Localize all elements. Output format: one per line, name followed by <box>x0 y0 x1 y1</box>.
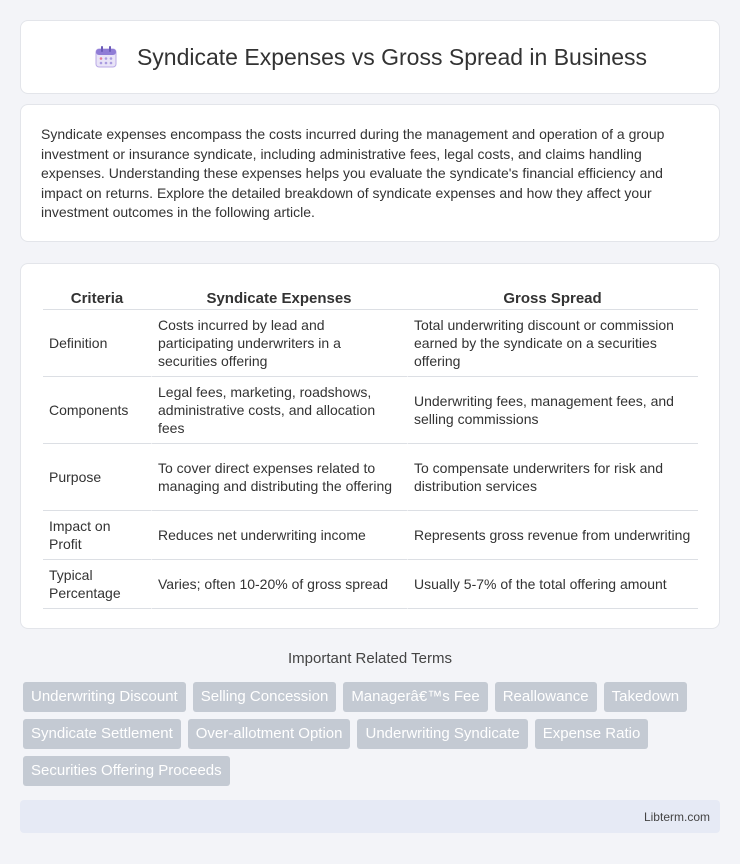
calendar-icon <box>93 44 119 70</box>
related-terms-list <box>23 682 723 786</box>
row-syndicate: Varies; often 10-20% of gross spread <box>151 560 407 609</box>
related-tag[interactable]: Syndicate Settlement <box>23 719 181 749</box>
header-gross: Gross Spread <box>407 288 698 310</box>
table-row <box>43 377 698 444</box>
title-wrap <box>93 44 647 71</box>
related-tag[interactable]: Selling Concession <box>193 682 337 712</box>
row-gross: Total underwriting discount or commission earned by the syndicate on a securities offering <box>407 310 698 377</box>
table-row <box>43 444 698 511</box>
header-criteria: Criteria <box>43 288 151 310</box>
related-tag[interactable]: Managerâ€™s Fee <box>343 682 487 712</box>
row-gross: Underwriting fees, management fees, and selling commissions <box>407 377 698 444</box>
row-gross: Represents gross revenue from underwriting <box>407 511 698 560</box>
related-terms-title: Important Related Terms <box>288 650 452 667</box>
table-header-row <box>43 288 698 310</box>
row-criteria: Purpose <box>43 444 151 511</box>
intro-card <box>20 104 720 242</box>
related-tag[interactable]: Expense Ratio <box>535 719 649 749</box>
related-tag[interactable]: Reallowance <box>495 682 597 712</box>
header-syndicate: Syndicate Expenses <box>151 288 407 310</box>
row-criteria: Components <box>43 377 151 444</box>
table-row <box>43 560 698 609</box>
row-gross: To compensate underwriters for risk and distribution services <box>407 444 698 511</box>
table-row <box>43 310 698 377</box>
related-tag[interactable]: Takedown <box>604 682 688 712</box>
row-syndicate: Costs incurred by lead and participating underwriters in a securities offering <box>151 310 407 377</box>
header-card <box>20 20 720 94</box>
page-title: Syndicate Expenses vs Gross Spread in Business <box>136 43 648 70</box>
row-criteria: Definition <box>43 310 151 377</box>
row-gross: Usually 5-7% of the total offering amount <box>407 560 698 609</box>
related-tag[interactable]: Underwriting Discount <box>23 682 186 712</box>
footer <box>20 800 720 833</box>
row-syndicate: Legal fees, marketing, roadshows, administrative costs, and allocation fees <box>151 377 407 444</box>
row-criteria: Typical Percentage <box>43 560 151 609</box>
comparison-table <box>43 288 698 609</box>
related-tag[interactable]: Over-allotment Option <box>188 719 351 749</box>
intro-text: Syndicate expenses encompass the costs incurred during the management and operation of a group investment or insurance syndicate, including administrative fees, legal costs, and claims handling expenses. Understanding these expenses helps you evaluate the syndicate's financial efficiency and impact on returns. Explore the detailed breakdown of syndicate expenses and how they affect your investment outcomes in the following article. <box>41 126 665 220</box>
row-syndicate: Reduces net underwriting income <box>151 511 407 560</box>
related-tag[interactable]: Underwriting Syndicate <box>357 719 527 749</box>
comparison-card <box>20 263 720 629</box>
row-syndicate: To cover direct expenses related to managing and distributing the offering <box>151 444 407 511</box>
related-tag[interactable]: Securities Offering Proceeds <box>23 756 230 786</box>
footer-site-link[interactable]: Libterm.com <box>643 809 710 824</box>
table-row <box>43 511 698 560</box>
row-criteria: Impact on Profit <box>43 511 151 560</box>
